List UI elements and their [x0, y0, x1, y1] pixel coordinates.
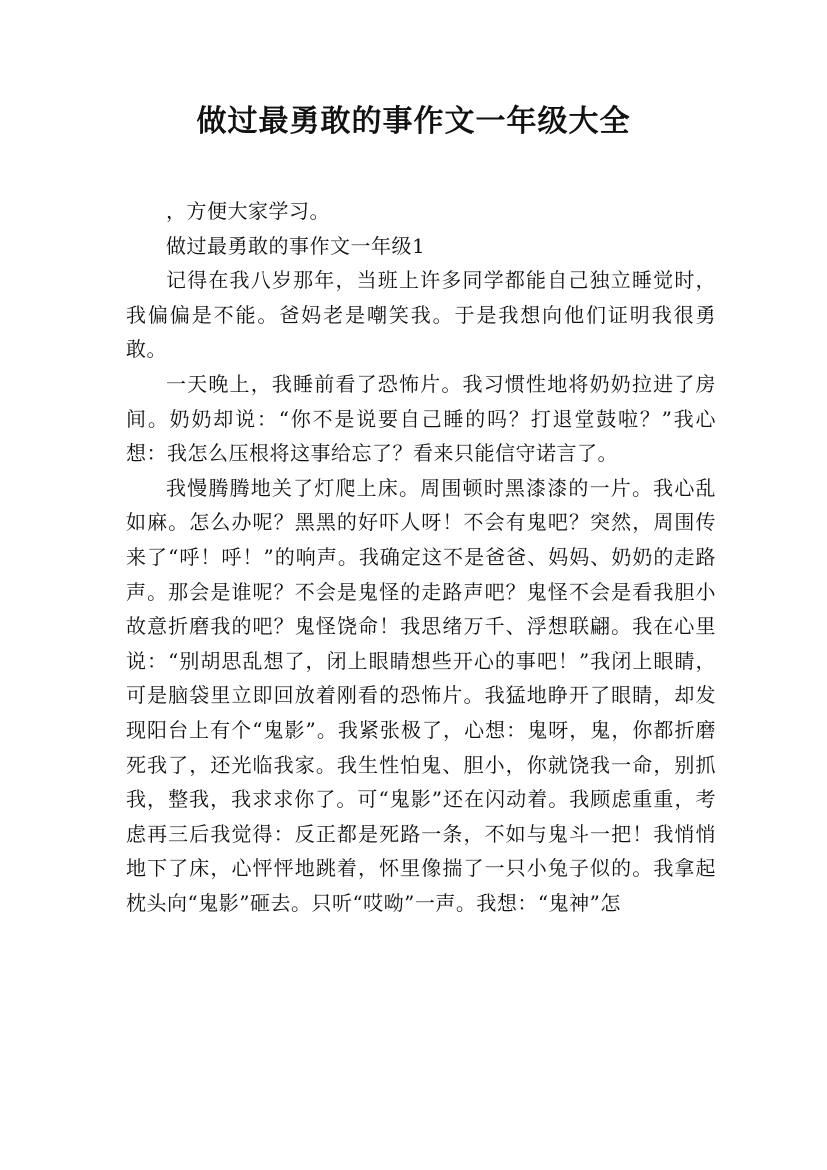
paragraph-2: 一天晚上，我睡前看了恐怖片。我习惯性地将奶奶拉进了房间。奶奶却说：“你不是说要自己睡的吗？打退堂鼓啦？”我心想：我怎么压根将这事给忘了？看来只能信守诺言了。	[126, 371, 716, 466]
paragraph-intro: ，方便大家学习。	[166, 199, 330, 223]
paragraph-1: 记得在我八岁那年，当班上许多同学都能自己独立睡觉时，我偏偏是不能。爸妈老是嘲笑我。于是我想向他们证明我很勇敢。	[126, 268, 716, 362]
paragraph-3: 我慢腾腾地关了灯爬上床。周围顿时黑漆漆的一片。我心乱如麻。怎么办呢？黑黑的好吓人呀！不会有鬼吧？突然，周围传来了“呼！呼！”的响声。我确定这不是爸爸、妈妈、奶奶的走路声。那会是谁呢？不会是鬼怪的走路声吧？鬼怪不会是看我胆小故意折磨我的吧？鬼怪饶命！我思绪万千、浮想联翩。我在心里说：“别胡思乱想了，闭上眼睛想些开心的事吧！”我闭上眼睛，可是脑袋里立即回放着刚看的恐怖片。我猛地睁开了眼睛，却发现阳台上有个“鬼影”。我紧张极了，心想：鬼呀，鬼，你都折磨死我了，还光临我家。我生性怕鬼、胆小，你就饶我一命，别抓我，整我，我求求你了。可“鬼影”还在闪动着。我顾虑重重，考虑再三后我觉得：反正都是死路一条，不如与鬼斗一把！我悄悄地下了床，心怦怦地跳着，怀里像揣了一只小兔子似的。我拿起枕头向“鬼影”砸去。只听“哎呦”一声。我想：“鬼神”怎	[126, 475, 716, 915]
section-heading: 做过最勇敢的事作文一年级1	[166, 233, 426, 258]
document-body	[126, 194, 716, 920]
document-title: 做过最勇敢的事作文一年级大全	[196, 104, 631, 139]
